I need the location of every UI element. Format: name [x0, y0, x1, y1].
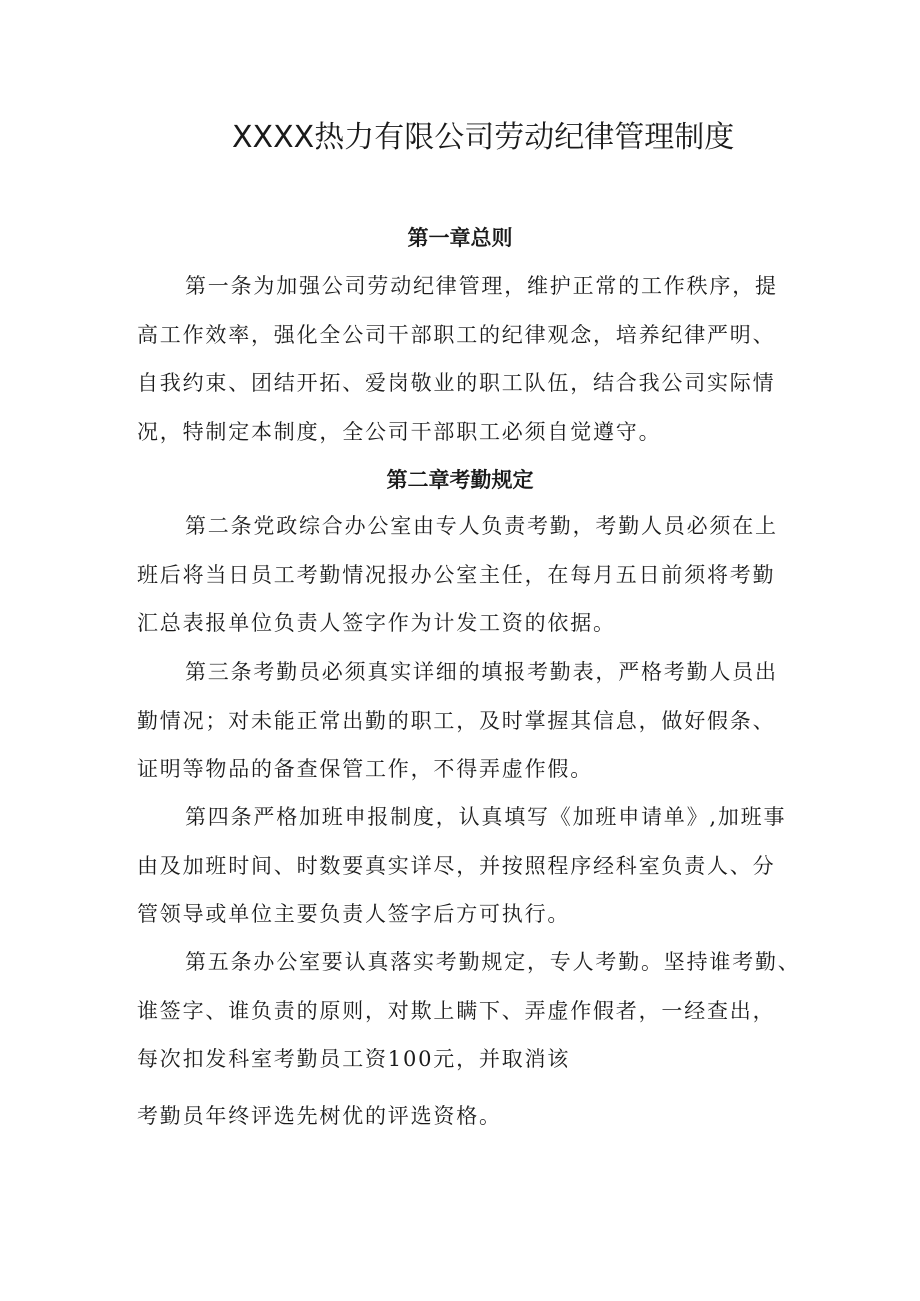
- paragraph-line: 勤情况；对未能正常出勤的职工，及时掌握其信息，做好假条、: [137, 708, 776, 733]
- article-5-continuation: [137, 1092, 797, 1141]
- paragraph-line: 谁签字、谁负责的原则，对欺上瞒下、弄虚作假者，一经查出，: [137, 998, 776, 1023]
- paragraph-line: 高工作效率，强化全公司干部职工的纪律观念，培养纪律严明、: [137, 322, 776, 347]
- paragraph-line: 第五条办公室要认真落实考勤规定，专人考勤。坚持谁考勤、: [185, 950, 801, 974]
- article-5-paragraph: [137, 938, 801, 1084]
- paragraph-line: 每次扣发科室考勤员工资100元，并取消该: [137, 1047, 571, 1071]
- article-1-paragraph: [137, 262, 797, 456]
- paragraph-line: 况，特制定本制度，全公司干部职工必须自觉遵守。: [137, 419, 662, 444]
- paragraph-line: 考勤员年终评选先树优的评选资格。: [137, 1104, 502, 1128]
- document-title: XXXX热力有限公司劳动纪律管理制度: [232, 120, 735, 155]
- paragraph-line: 第二条党政综合办公室由专人负责考勤，考勤人员必须在上: [185, 514, 778, 538]
- paragraph-line: 第三条考勤员必须真实详细的填报考勤表，严格考勤人员出: [185, 660, 778, 684]
- paragraph-line: 班后将当日员工考勤情况报办公室主任，在每月五日前须将考勤: [137, 562, 776, 587]
- paragraph-line: 汇总表报单位负责人签字作为计发工资的依据。: [137, 611, 616, 635]
- article-4-paragraph: [137, 793, 797, 939]
- paragraph-line: 由及加班时间、时数要真实详尽，并按照程序经科室负责人、分: [137, 853, 776, 878]
- paragraph-line: 自我约束、团结开拓、爱岗敬业的职工队伍，结合我公司实际情: [137, 371, 776, 395]
- paragraph-line: 证明等物品的备查保管工作，不得弄虚作假。: [137, 757, 593, 781]
- chapter-heading-general: 第一章总则: [407, 226, 513, 250]
- article-2-paragraph: [137, 502, 797, 648]
- paragraph-line: 第一条为加强公司劳动纪律管理，维护正常的工作秩序，提: [185, 274, 778, 298]
- paragraph-line: 第四条严格加班申报制度，认真填写《加班申请单》,加班事: [185, 805, 787, 829]
- article-3-paragraph: [137, 648, 797, 794]
- paragraph-line: 管领导或单位主要负责人签字后方可执行。: [137, 902, 571, 926]
- chapter-heading-attendance: 第二章考勤规定: [386, 468, 534, 492]
